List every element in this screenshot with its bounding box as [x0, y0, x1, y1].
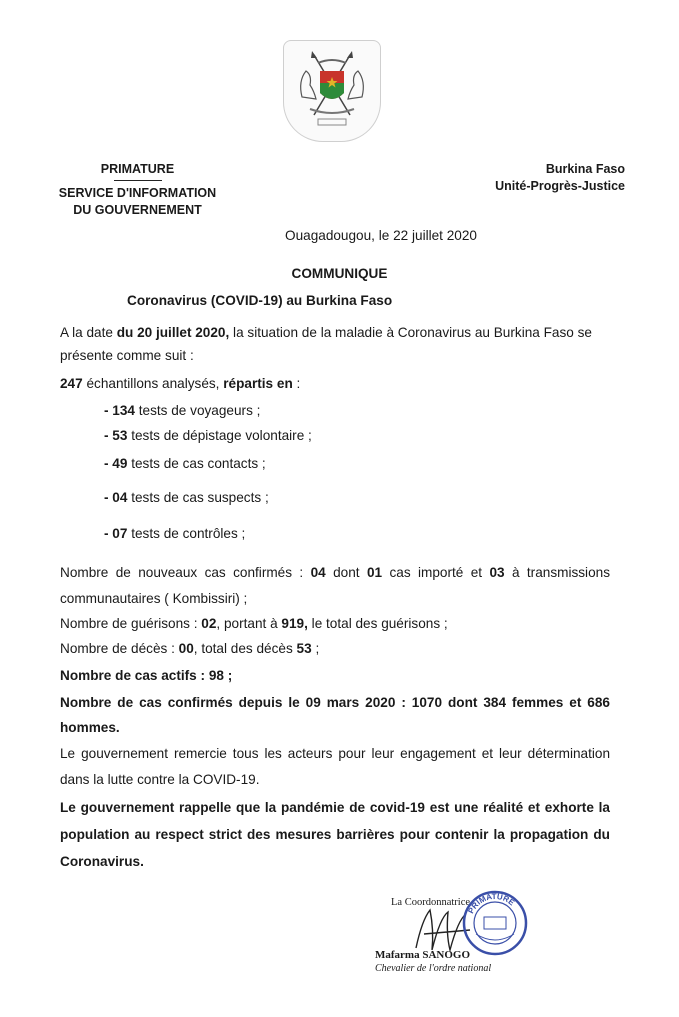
deaths-line: Nombre de décès : 00, total des décès 53 ;: [60, 641, 320, 656]
country-name: Burkina Faso: [545, 162, 625, 176]
test-list-item: - 04 tests de cas suspects ;: [104, 490, 269, 505]
date-line: Ouagadougou, le 22 juillet 2020: [285, 228, 477, 243]
test-list-item: - 49 tests de cas contacts ;: [104, 456, 266, 471]
intro-paragraph: A la date du 20 juillet 2020, la situation de la maladie à Coronavirus au Burkina Faso se présente comme suit :: [60, 325, 592, 363]
country-motto: Unité-Progrès-Justice: [495, 179, 625, 193]
confirmed-total-paragraph: Nombre de cas confirmés depuis le 09 mars 2020 : 1070 dont 384 femmes et 686 hommes.: [60, 695, 610, 735]
issuer-service-line1: SERVICE D'INFORMATION: [58, 186, 217, 200]
samples-count: 247: [60, 376, 83, 391]
svg-text:PRIMATURE: [466, 892, 516, 915]
header-divider: [114, 180, 162, 181]
country-block: [455, 161, 625, 195]
coat-of-arms-icon: [284, 41, 380, 141]
signatory-title: La Coordonnatrice: [391, 897, 471, 908]
stamp-label: PRIMATURE: [466, 891, 517, 916]
recoveries-line: Nombre de guérisons : 02, portant à 919, le total des guérisons ;: [60, 616, 448, 631]
document-title: COMMUNIQUE: [291, 266, 388, 281]
thanks-paragraph: Le gouvernement remercie tous les acteurs pour leur engagement et leur détermination dans la lutte contre la COVID-19.: [60, 746, 610, 787]
official-stamp-icon: [462, 890, 528, 956]
reminder-paragraph: Le gouvernement rappelle que la pandémie de covid-19 est une réalité et exhorte la population au respect strict des mesures barrières pour contenir la propagation du Coronavirus.: [60, 800, 610, 869]
issuer-service-line2: DU GOUVERNEMENT: [73, 203, 202, 217]
test-list-item: - 07 tests de contrôles ;: [104, 526, 246, 541]
signatory-distinction: Chevalier de l'ordre national: [375, 963, 492, 974]
active-cases-line: Nombre de cas actifs : 98 ;: [60, 668, 233, 683]
new-cases-paragraph: Nombre de nouveaux cas confirmés : 04 dont 01 cas importé et 03 à transmissions communautaires ( Kombissiri) ;: [60, 565, 610, 606]
issuer-primature: PRIMATURE: [100, 162, 175, 176]
test-list-item: - 134 tests de voyageurs ;: [104, 403, 261, 418]
intro-date: du 20 juillet 2020,: [116, 325, 230, 340]
signatory-name: Mafarma SANOGO: [375, 949, 471, 961]
coat-of-arms-emblem: [283, 40, 381, 142]
samples-line: 247 échantillons analysés, répartis en :: [60, 376, 301, 391]
document-subtitle: Coronavirus (COVID-19) au Burkina Faso: [127, 293, 393, 308]
test-list-item: - 53 tests de dépistage volontaire ;: [104, 428, 312, 443]
issuer-block: [50, 161, 225, 219]
